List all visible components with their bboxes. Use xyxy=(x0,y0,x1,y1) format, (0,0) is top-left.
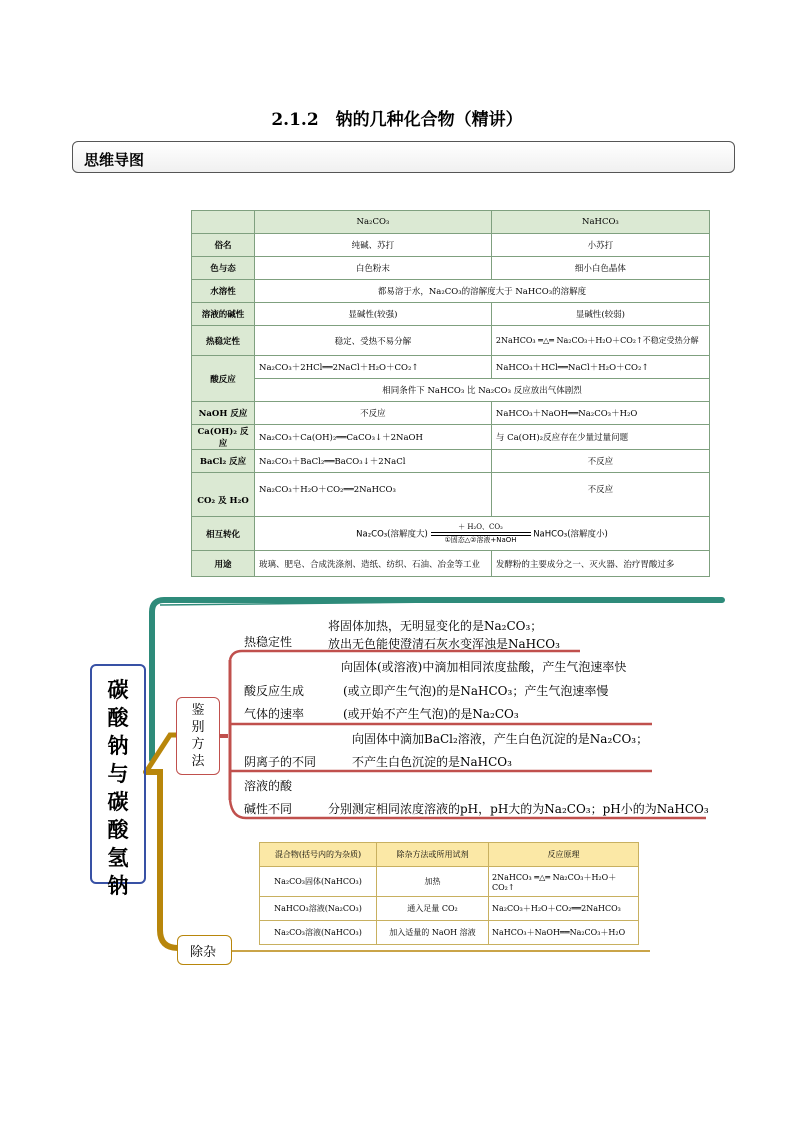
convert-right: NaHCO₃(溶解度小) xyxy=(533,529,608,539)
table-cell: 细小白色晶体 xyxy=(491,257,709,280)
table-cell: NaHCO₃＋HCl══NaCl＋H₂O＋CO₂↑ xyxy=(491,356,709,379)
table-cell: Na₂CO₃ xyxy=(255,211,492,234)
table-row xyxy=(260,843,639,867)
table-cell: Na₂CO₃＋Ca(OH)₂══CaCO₃↓＋2NaOH xyxy=(255,425,492,450)
convert-left: Na₂CO₃(溶解度大) xyxy=(356,529,428,539)
table-cell: Na₂CO₃＋H₂O＋CO₂══2NaHCO₃ xyxy=(489,897,639,921)
convert-top: ＋ H₂O、CO₂ xyxy=(458,522,503,531)
table-cell: NaHCO₃ xyxy=(491,211,709,234)
branch-remove-label: 除杂 xyxy=(190,945,217,960)
thermal-line2: 放出无色能使澄清石灰水变浑浊是NaHCO₃ xyxy=(328,637,560,651)
acid-label2: 气体的速率 xyxy=(244,707,305,721)
table-cell: Na₂CO₃＋2HCl══2NaCl＋H₂O＋CO₂↑ xyxy=(255,356,492,379)
table-cell: Na₂CO₃固体(NaHCO₃) xyxy=(260,867,377,897)
table-cell: 混合物(括号内的为杂质) xyxy=(260,843,377,867)
row-label: Ca(OH)₂ 反应 xyxy=(192,425,255,450)
table-cell: NaHCO₃溶液(Na₂CO₃) xyxy=(260,897,377,921)
root-node-label: 碳酸钠与碳酸氢钠 xyxy=(107,678,129,898)
table-cell: 不反应 xyxy=(491,473,709,517)
row-label: BaCl₂ 反应 xyxy=(192,450,255,473)
page-title: 2.1.2 钠的几种化合物（精讲） xyxy=(271,110,523,130)
table-cell: 通入足量 CO₂ xyxy=(377,897,489,921)
table-cell: 都易溶于水，Na₂CO₃的溶解度大于 NaHCO₃的溶解度 xyxy=(255,280,710,303)
acid-line1: 向固体(或溶液)中滴加相同浓度盐酸，产生气泡速率快 xyxy=(341,660,627,674)
convert-bottom: ①固态△②溶液+NaOH xyxy=(444,535,517,544)
table-cell: 显碱性(较弱) xyxy=(491,303,709,326)
row-label: 色与态 xyxy=(192,257,255,280)
row-label: 用途 xyxy=(192,551,255,577)
table-cell: 2NaHCO₃ ═△═ Na₂CO₃＋H₂O＋CO₂↑ xyxy=(489,867,639,897)
table-cell: Na₂CO₃＋BaCl₂══BaCO₃↓＋2NaCl xyxy=(255,450,492,473)
table-cell: 除杂方法或所用试剂 xyxy=(377,843,489,867)
row-label: 酸反应 xyxy=(192,356,255,402)
table-cell: Na₂CO₃＋H₂O＋CO₂══2NaHCO₃ xyxy=(255,473,492,517)
table-cell: 玻璃、肥皂、合成洗涤剂、造纸、纺织、石油、冶金等工业 xyxy=(255,551,492,577)
table-cell: 不反应 xyxy=(255,402,492,425)
row-label: 热稳定性 xyxy=(192,326,255,356)
row-label: NaOH 反应 xyxy=(192,402,255,425)
anion-label: 阴离子的不同 xyxy=(244,755,317,769)
row-label: 俗名 xyxy=(192,234,255,257)
table-row xyxy=(260,897,639,921)
thermal-label: 热稳定性 xyxy=(244,635,293,649)
table-cell: 反应原理 xyxy=(489,843,639,867)
branch-identify-label: 鉴别方法 xyxy=(191,703,205,769)
table-cell: 小苏打 xyxy=(491,234,709,257)
table-cell: 加入适量的 NaOH 溶液 xyxy=(377,921,489,945)
acid-label1: 酸反应生成 xyxy=(244,684,305,698)
ph-label2: 碱性不同 xyxy=(244,802,293,816)
section-header-label: 思维导图 xyxy=(84,151,145,169)
row-label: 相互转化 xyxy=(192,517,255,551)
acid-line2: (或立即产生气泡)的是NaHCO₃；产生气泡速率慢 xyxy=(343,684,609,698)
thermal-line1: 将固体加热，无明显变化的是Na₂CO₃； xyxy=(328,619,543,633)
table-cell: 白色粉末 xyxy=(255,257,492,280)
anion-line2: 不产生白色沉淀的是NaHCO₃ xyxy=(352,755,512,769)
acid-line3: (或开始不产生气泡)的是Na₂CO₃ xyxy=(343,707,519,721)
table-cell: 不反应 xyxy=(491,450,709,473)
table-cell: 加热 xyxy=(377,867,489,897)
impurity-table xyxy=(259,842,639,945)
table-cell: 发酵粉的主要成分之一、灭火器、治疗胃酸过多 xyxy=(491,551,709,577)
ph-line1: 分别测定相同浓度溶液的pH，pH大的为Na₂CO₃；pH小的为NaHCO₃ xyxy=(328,802,709,816)
row-label: 水溶性 xyxy=(192,280,255,303)
table-row xyxy=(260,867,639,897)
table-cell: 与 Ca(OH)₂反应存在少量过量问题 xyxy=(491,425,709,450)
table-cell: 纯碱、苏打 xyxy=(255,234,492,257)
table-cell: Na₂CO₃溶液(NaHCO₃) xyxy=(260,921,377,945)
row-label: 溶液的碱性 xyxy=(192,303,255,326)
table-cell: NaHCO₃＋NaOH══Na₂CO₃＋H₂O xyxy=(491,402,709,425)
ph-label1: 溶液的酸 xyxy=(244,779,293,793)
table-cell: 相同条件下 NaHCO₃ 比 Na₂CO₃ 反应放出气体剧烈 xyxy=(255,379,710,402)
table-cell: 稳定、受热不易分解 xyxy=(255,326,492,356)
table-cell: 2NaHCO₃ ═△═ Na₂CO₃＋H₂O＋CO₂↑不稳定受热分解 xyxy=(491,326,709,356)
table-cell: 显碱性(较强) xyxy=(255,303,492,326)
table-cell: NaHCO₃＋NaOH══Na₂CO₃＋H₂O xyxy=(489,921,639,945)
table-row xyxy=(260,921,639,945)
row-label: CO₂ 及 H₂O xyxy=(192,473,255,517)
anion-line1: 向固体中滴加BaCl₂溶液，产生白色沉淀的是Na₂CO₃； xyxy=(352,732,649,746)
